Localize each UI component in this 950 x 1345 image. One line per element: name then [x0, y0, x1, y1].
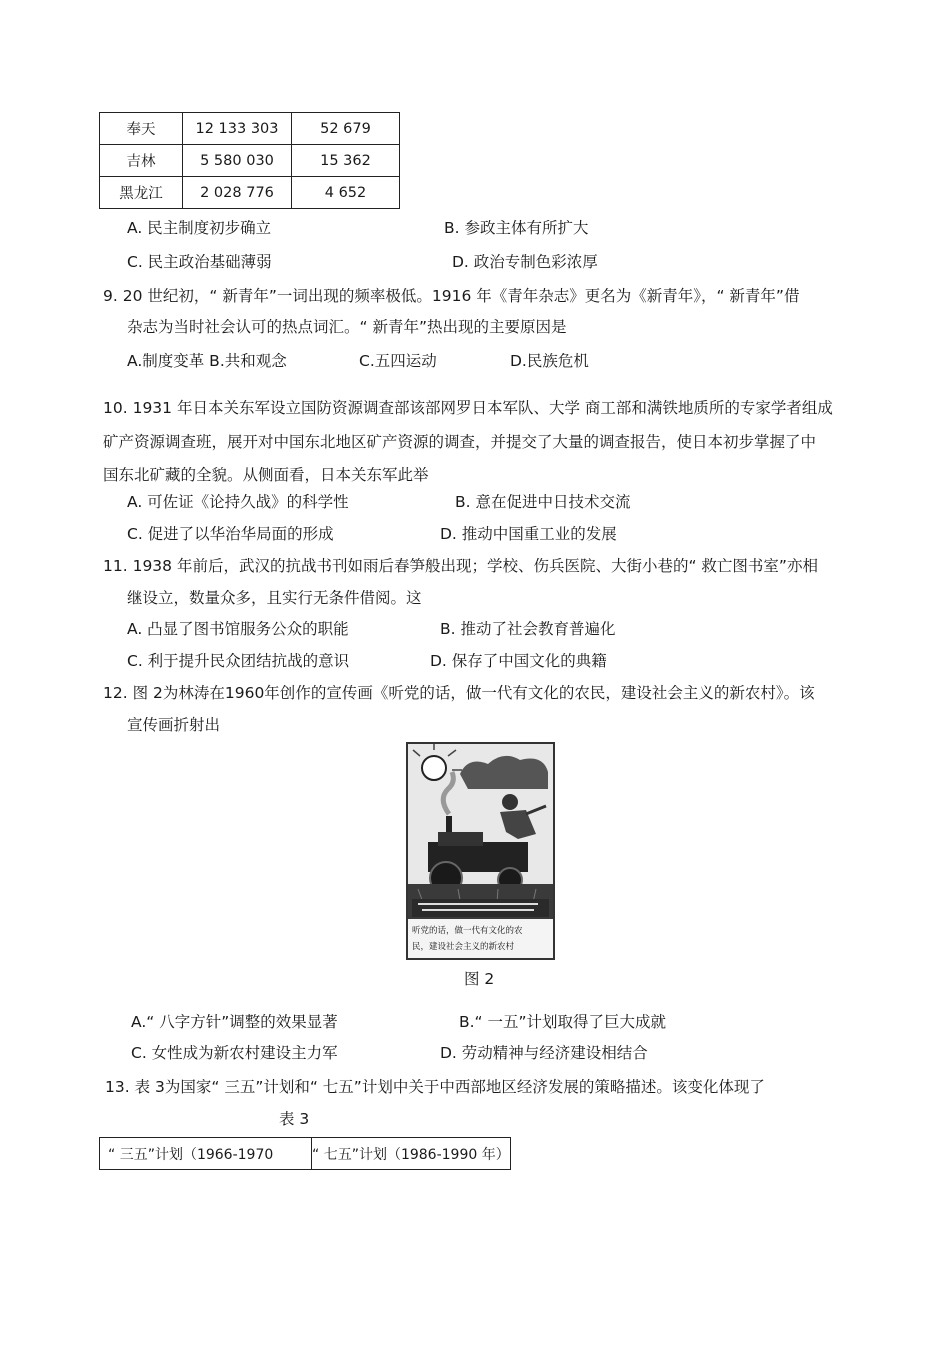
province-cell: 黑龙江	[100, 177, 183, 209]
population-table	[99, 112, 400, 209]
column-header-third-plan: “ 三五”计划（1966-1970	[100, 1138, 312, 1170]
q8-option-a: A. 民主制度初步确立	[127, 219, 272, 237]
table-title: 表 3	[279, 1110, 310, 1128]
table-header-row	[100, 1138, 511, 1170]
voters-cell: 52 679	[292, 113, 400, 145]
q10-stem-line3: 国东北矿藏的全貌。从侧面看，日本关东军此举	[103, 466, 429, 484]
propaganda-poster-image	[406, 742, 555, 960]
population-cell: 12 133 303	[183, 113, 292, 145]
table-row	[100, 177, 400, 209]
column-header-seventh-plan: “ 七五”计划（1986-1990 年）	[312, 1138, 511, 1170]
q10-stem-line1: 10. 1931 年日本关东军设立国防资源调查部该部网罗日本军队、大学 商工部和满铁地质所的专家学者组成	[103, 399, 833, 417]
q10-option-d: D. 推动中国重工业的发展	[440, 525, 617, 543]
q12-stem-line2: 宣传画折射出	[127, 716, 221, 734]
table-row	[100, 113, 400, 145]
province-cell: 吉林	[100, 145, 183, 177]
voters-cell: 4 652	[292, 177, 400, 209]
q9-option-d: D.民族危机	[510, 352, 589, 370]
population-cell: 5 580 030	[183, 145, 292, 177]
q8-option-d: D. 政治专制色彩浓厚	[452, 253, 598, 271]
q10-option-a: A. 可佐证《论持久战》的科学性	[127, 493, 349, 511]
q12-stem-line1: 12. 图 2为林涛在1960年创作的宣传画《听党的话，做一代有文化的农民，建设社会主义的新农村》。该	[103, 684, 815, 702]
q8-option-c: C. 民主政治基础薄弱	[127, 253, 272, 271]
q11-option-d: D. 保存了中国文化的典籍	[430, 652, 607, 670]
poster-caption-line2: 民，建设社会主义的新农村	[412, 942, 515, 952]
q9-option-c: C.五四运动	[359, 352, 437, 370]
q10-option-c: C. 促进了以华治华局面的形成	[127, 525, 334, 543]
poster-illustration	[408, 744, 553, 919]
q11-option-b: B. 推动了社会教育普遍化	[440, 620, 616, 638]
q9-stem-line1: 9. 20 世纪初，“ 新青年”一词出现的频率极低。1916 年《青年杂志》更名为《新青年》，“ 新青年”借	[103, 287, 800, 305]
q8-option-b: B. 参政主体有所扩大	[444, 219, 589, 237]
q9-stem-line2: 杂志为当时社会认可的热点词汇。“ 新青年”热出现的主要原因是	[127, 318, 567, 336]
q11-stem-line1: 11. 1938 年前后，武汉的抗战书刊如雨后春笋般出现；学校、伤兵医院、大街小巷的“ 救亡图书室”亦相	[103, 557, 818, 575]
q13-stem-line1: 13. 表 3为国家“ 三五”计划和“ 七五”计划中关于中西部地区经济发展的策略描述。该变化体现了	[105, 1078, 765, 1096]
q11-option-a: A. 凸显了图书馆服务公众的职能	[127, 620, 349, 638]
voters-cell: 15 362	[292, 145, 400, 177]
population-cell: 2 028 776	[183, 177, 292, 209]
q12-option-c: C. 女性成为新农村建设主力军	[131, 1044, 338, 1062]
q12-option-d: D. 劳动精神与经济建设相结合	[440, 1044, 648, 1062]
figure-label: 图 2	[464, 970, 495, 988]
q12-option-a: A.“ 八字方针”调整的效果显著	[131, 1013, 338, 1031]
province-cell: 奉天	[100, 113, 183, 145]
q12-option-b: B.“ 一五”计划取得了巨大成就	[459, 1013, 667, 1031]
q10-stem-line2: 矿产资源调查班，展开对中国东北地区矿产资源的调查，并提交了大量的调查报告，使日本初步掌握了中	[103, 433, 817, 451]
q10-option-b: B. 意在促进中日技术交流	[455, 493, 631, 511]
q9-option-ab: A.制度变革 B.共和观念	[127, 352, 287, 370]
q11-stem-line2: 继设立，数量众多，且实行无条件借阅。这	[127, 589, 422, 607]
poster-caption-line1: 听党的话，做一代有文化的农	[412, 926, 523, 936]
q11-option-c: C. 利于提升民众团结抗战的意识	[127, 652, 350, 670]
plan-comparison-table	[99, 1137, 511, 1170]
table-row	[100, 145, 400, 177]
